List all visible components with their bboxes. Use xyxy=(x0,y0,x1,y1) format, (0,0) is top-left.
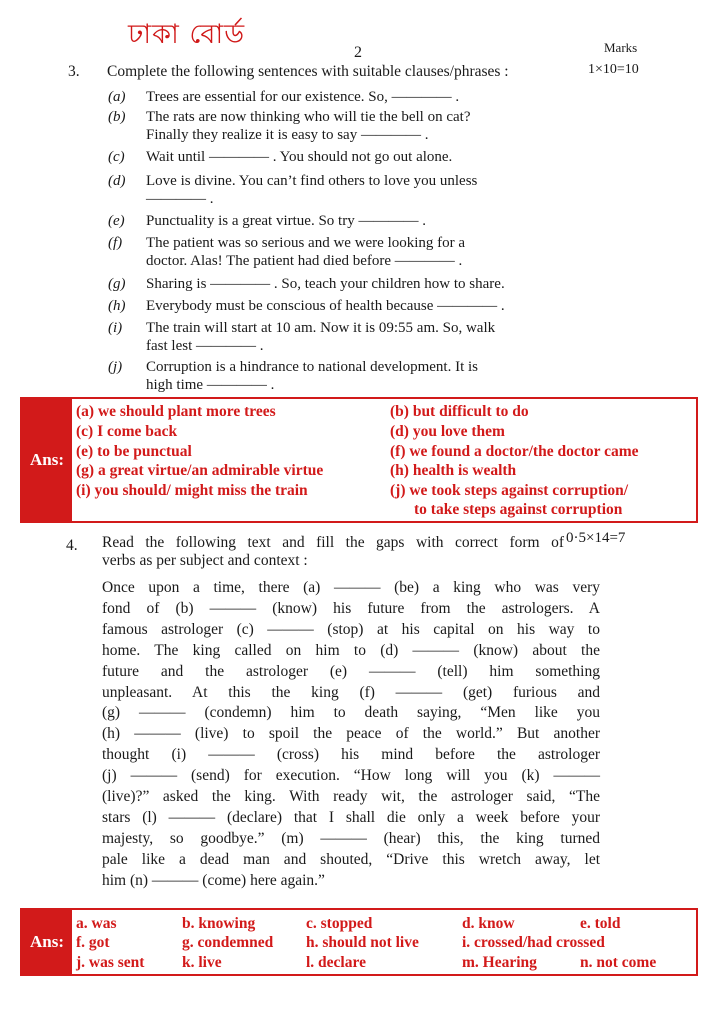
answer-d: d. know xyxy=(462,915,515,932)
passage-line: future and the astrologer (e) ——— (tell) him something xyxy=(102,662,600,680)
passage-line: unpleasant. At this the king (f) ——— (get) furious and xyxy=(102,683,600,701)
item-label: (b) xyxy=(108,109,126,125)
item-label: (a) xyxy=(108,89,126,105)
answer-h: h. should not live xyxy=(306,934,419,951)
item-label: (c) xyxy=(108,149,125,165)
answer-c: (c) I come back xyxy=(76,423,178,440)
item-text: Corruption is a hindrance to national development. It is xyxy=(146,359,479,375)
answer-b: b. knowing xyxy=(182,915,256,932)
item-label: (i) xyxy=(108,320,123,336)
answer-tag: Ans: xyxy=(22,399,72,521)
passage-line: stars (l) ——— (declare) that I shall die only a week before your xyxy=(102,808,600,826)
answer-l: l. declare xyxy=(306,954,366,971)
q4-answer-box xyxy=(20,908,698,976)
answer-k: k. live xyxy=(182,954,222,971)
passage-line: him (n) ——— (come) here again.” xyxy=(102,871,325,889)
passage-line: home. The king called on him to (d) ——— (know) about the xyxy=(102,641,600,659)
answer-c: c. stopped xyxy=(306,915,373,932)
item-label: (g) xyxy=(108,276,126,292)
passage-line: Once upon a time, there (a) ——— (be) a king who was very xyxy=(102,579,600,596)
answer-j-alt: to take steps against corruption xyxy=(414,501,623,518)
answer-f: f. got xyxy=(76,934,110,951)
passage-line: thought (i) ——— (cross) his mind before the astrologer xyxy=(102,746,600,764)
q3-answer-box xyxy=(20,397,698,523)
passage-line: (h) ——— (live) to spoil the peace of the world.” But another xyxy=(102,725,600,743)
answer-g: g. condemned xyxy=(182,934,274,951)
item-label: (d) xyxy=(108,173,126,189)
board-title: ঢাকা বোর্ড xyxy=(128,19,246,50)
answer-e: e. told xyxy=(580,915,621,932)
instruction-line: Read the following text and fill the gaps with correct form of xyxy=(102,534,564,551)
item-text: Love is divine. You can’t find others to love you unless xyxy=(146,173,478,189)
item-text: The train will start at 10 am. Now it is 09:55 am. So, walk xyxy=(146,320,496,336)
page-number: 2 xyxy=(354,44,362,61)
passage-line: (live)?” asked the king. With ready wit, the astrologer said, “The xyxy=(102,788,600,806)
item-text: Everybody must be conscious of health because ———— . xyxy=(146,298,505,314)
item-text: Wait until ———— . You should not go out alone. xyxy=(146,149,453,165)
question-3-number: 3. xyxy=(68,63,80,80)
passage-line: majesty, so goodbye.” (m) ——— (hear) this, the king turned xyxy=(102,829,600,847)
item-text: ———— . xyxy=(146,191,214,207)
item-label: (h) xyxy=(108,298,126,314)
item-text: Finally they realize it is easy to say ———— . xyxy=(146,127,429,143)
item-text: Punctuality is a great virtue. So try ———— . xyxy=(146,213,426,229)
item-text: The rats are now thinking who will tie the bell on cat? xyxy=(146,109,471,125)
item-text: doctor. Alas! The patient had died before ———— . xyxy=(146,253,463,269)
question-4-marks: 0·5×14=7 xyxy=(566,530,626,546)
passage-line: pale like a dead man and shouted, “Drive this wretch away, let xyxy=(102,850,600,868)
answer-j: (j) we took steps against corruption/ xyxy=(390,482,629,499)
question-3-marks: 1×10=10 xyxy=(588,62,639,77)
answer-i: (i) you should/ might miss the train xyxy=(76,482,308,499)
q4-passage xyxy=(102,578,600,892)
item-label: (j) xyxy=(108,359,123,375)
answer-e: (e) to be punctual xyxy=(76,443,192,460)
answer-f: (f) we found a doctor/the doctor came xyxy=(390,443,639,460)
item-text: Sharing is ———— . So, teach your children how to share. xyxy=(146,276,505,292)
answer-a: a. was xyxy=(76,915,117,932)
passage-line: fond of (b) ——— (know) his future from the astrologers. A xyxy=(102,599,600,617)
answer-j: j. was sent xyxy=(76,954,145,971)
question-4-number: 4. xyxy=(66,537,78,554)
item-text: fast lest ———— . xyxy=(146,338,264,354)
answer-i: i. crossed/had crossed xyxy=(462,934,605,951)
answer-b: (b) but difficult to do xyxy=(390,403,529,420)
answer-h: (h) health is wealth xyxy=(390,462,517,479)
answer-a: (a) we should plant more trees xyxy=(76,403,276,420)
item-label: (e) xyxy=(108,213,125,229)
item-label: (f) xyxy=(108,235,123,251)
passage-line: famous astrologer (c) ——— (stop) at his capital on his way to xyxy=(102,620,600,638)
answer-tag: Ans: xyxy=(22,910,72,974)
item-text: Trees are essential for our existence. So, ———— . xyxy=(146,89,460,105)
answer-m: m. Hearing xyxy=(462,954,537,971)
item-text: high time ———— . xyxy=(146,377,275,393)
item-text: The patient was so serious and we were looking for a xyxy=(146,235,466,251)
question-4-instruction xyxy=(102,534,564,570)
answer-d: (d) you love them xyxy=(390,423,505,440)
instruction-line: verbs as per subject and context : xyxy=(102,552,308,569)
question-3-instruction: Complete the following sentences with suitable clauses/phrases : xyxy=(107,63,509,80)
passage-line: (g) ——— (condemn) him to death saying, “Men like you xyxy=(102,704,600,722)
passage-line: (j) ——— (send) for execution. “How long will you (k) ——— xyxy=(102,767,600,785)
marks-label: Marks xyxy=(604,40,638,55)
answer-g: (g) a great virtue/an admirable virtue xyxy=(76,462,324,479)
answer-n: n. not come xyxy=(580,954,657,971)
